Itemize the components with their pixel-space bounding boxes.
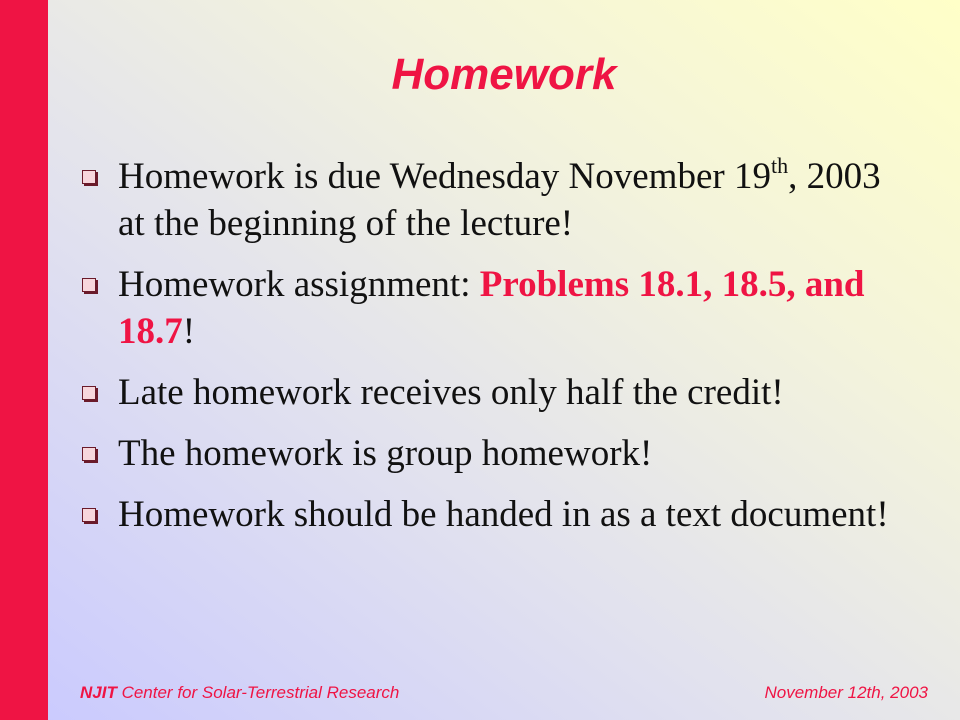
bullet-assignment — [80, 261, 900, 355]
square-bullet-icon — [82, 447, 96, 461]
bullet-due-date — [80, 153, 900, 247]
footer-date: November 12th, 2003 — [764, 683, 928, 702]
slide-title: Homework — [391, 50, 617, 99]
bullet-text: Homework should be handed in as a text document! — [118, 494, 889, 535]
problems-highlight: Problems 18.1, 18.5, and 18.7 — [118, 264, 865, 352]
bullet-text: Late homework receives only half the credit! — [118, 372, 784, 413]
bullet-list — [80, 153, 900, 552]
square-bullet-icon — [82, 386, 96, 400]
bullet-late-policy — [80, 369, 900, 416]
bullet-text: The homework is group homework! — [118, 433, 653, 474]
brand-name: NJIT — [80, 683, 117, 702]
square-bullet-icon — [82, 170, 96, 184]
square-bullet-icon — [82, 278, 96, 292]
bullet-text: Homework is due Wednesday November 19th, 2003 at the beginning of the lecture! — [118, 153, 881, 244]
left-accent-bar — [0, 0, 48, 720]
bullet-format — [80, 491, 900, 538]
bullet-group — [80, 430, 900, 477]
footer-organization: NJIT Center for Solar-Terrestrial Research — [80, 683, 400, 702]
square-bullet-icon — [82, 508, 96, 522]
bullet-text: Homework assignment: Problems 18.1, 18.5, and 18.7! — [118, 264, 865, 352]
